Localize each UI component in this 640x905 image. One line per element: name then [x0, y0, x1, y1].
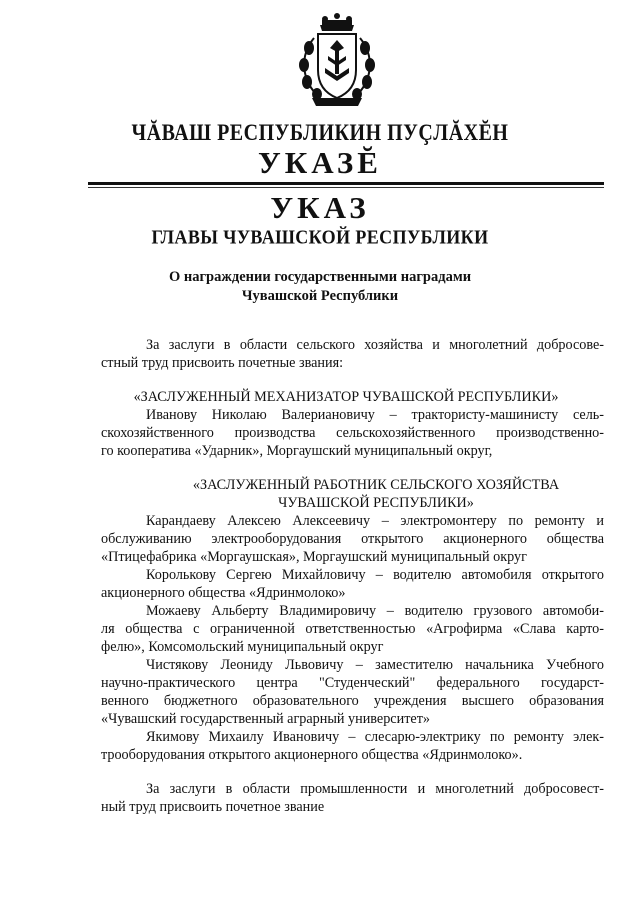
entry-5-line-3: венного бюджетного образовательного учреждения высшего образования — [101, 693, 604, 709]
award-title-2-line-2: ЧУВАШСКОЙ РЕСПУБЛИКИ» — [278, 495, 474, 511]
chuvash-header-title: ЧĂВАШ РЕСПУБЛИКИН ПУÇЛĂХĔН — [131, 120, 509, 146]
entry-5-line-4: «Чувашский государственный аграрный университет» — [101, 711, 430, 727]
entry-3-line-1: Королькову Сергею Михайловичу – водителю автомобиля открытого — [146, 567, 604, 583]
entry-2-line-2: обслуживанию электрооборудования открытого акционерного общества — [101, 531, 604, 547]
chuvashia-emblem-icon — [292, 10, 382, 110]
entry-5-line-2: научно-практического центра "Студенческий" федерального государст- — [101, 675, 604, 691]
entry-1-line-2: скохозяйственного производства сельскохозяйственного производственно- — [101, 425, 604, 441]
paragraph-2-line-1: За заслуги в области промышленности и многолетний добросовест- — [146, 781, 604, 797]
entry-4-line-2: ля общества с ограниченной ответственностью «Агрофирма «Слава карто- — [101, 621, 604, 637]
paragraph-2-line-2: ный труд присвоить почетное звание — [101, 799, 325, 815]
entry-4-line-1: Можаеву Альберту Владимировичу – водителю грузового автомоби- — [146, 603, 604, 619]
entry-2-line-1: Карандаеву Алексею Алексеевичу – электромонтеру по ремонту и — [146, 513, 604, 529]
entry-1-line-3: го кооператива «Ударник», Моргаушский муниципальный округ, — [101, 443, 493, 459]
header-rule-thick — [88, 182, 604, 185]
subject-line-1: О награждении государственными наградами — [168, 269, 472, 285]
chuvash-ukaze-title: УКАЗĔ — [258, 145, 382, 180]
subject-line-2: Чувашской Республики — [241, 288, 399, 304]
entry-1-line-1: Иванову Николаю Валериановичу – трактористу-машинисту сель- — [146, 407, 604, 423]
decree-subject — [0, 268, 640, 306]
award-title-1: «ЗАСЛУЖЕННЫЙ МЕХАНИЗАТОР ЧУВАШСКОЙ РЕСПУБЛИКИ» — [133, 389, 559, 405]
entry-6-line-1: Якимову Михаилу Ивановичу – слесарю-электрику по ремонту элек- — [146, 729, 604, 745]
paragraph-1-line-1: За заслуги в области сельского хозяйства и многолетний добросове- — [146, 337, 604, 353]
header-rule-thin — [88, 187, 604, 188]
paragraph-1-line-2: стный труд присвоить почетные звания: — [101, 355, 344, 371]
entry-3-line-2: акционерного общества «Ядринмолоко» — [101, 585, 346, 601]
glava-title: ГЛАВЫ ЧУВАШСКОЙ РЕСПУБЛИКИ — [151, 225, 489, 249]
entry-2-line-3: «Птицефабрика «Моргаушская», Моргаушский муниципальный округ — [101, 549, 527, 565]
award-title-2-line-1: «ЗАСЛУЖЕННЫЙ РАБОТНИК СЕЛЬСКОГО ХОЗЯЙСТВА — [192, 477, 560, 493]
entry-5-line-1: Чистякову Леониду Львовичу – заместителю начальника Учебного — [146, 657, 604, 673]
entry-4-line-3: фелю», Комсомольский муниципальный округ — [101, 639, 384, 655]
ukaz-title: УКАЗ — [270, 190, 370, 225]
entry-6-line-2: трооборудования открытого акционерного общества «Ядринмолоко». — [101, 747, 523, 763]
